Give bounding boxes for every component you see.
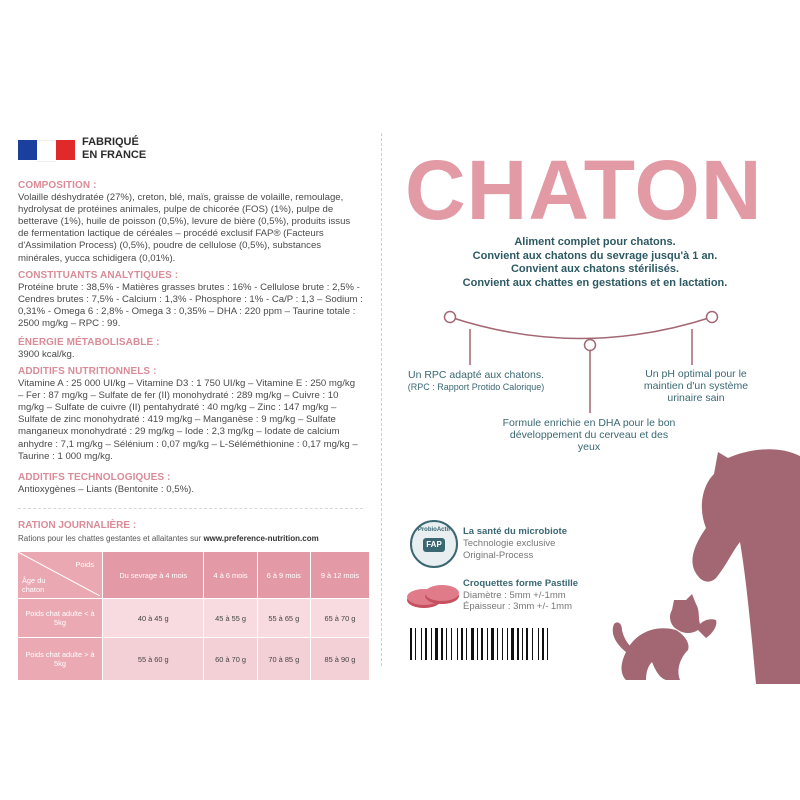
table-cell: 60 à 70 g <box>204 638 257 681</box>
nutritional-text: Vitamine A : 25 000 UI/kg – Vitamine D3 : 1 750 UI/kg – Vitamine E : 250 mg/kg – Fer : 87 mg/kg – Sulfate de fer (II) monohydraté : 289 mg/kg – Cuivre : 10 mg/kg – Sulfate de cuivre (II) pentahydraté : 40 mg/kg – Zinc : 147 mg/kg – Sulfate de zinc monohydraté : 419 mg/kg – Manganèse : 9 mg/kg – Sulfate manganeux monohydraté : 29 mg/kg – Iode : 2,3 mg/kg – Iodate de calcium anhydre : 7,1 mg/kg – Sélénium : 0,07 mg/kg – L-Séléméthionine : 0,17 mg/kg – Taurine : 1 000 mg/kg. <box>18 378 358 462</box>
technological-title: ADDITIFS TECHNOLOGIQUES : <box>18 472 171 483</box>
table-cell: 65 à 70 g <box>310 599 369 638</box>
table-cell: 70 à 85 g <box>257 638 310 681</box>
cat-silhouette-icon <box>606 448 800 684</box>
kibble-icon <box>404 580 462 614</box>
badge-top-label: ProbioActif <box>417 527 451 533</box>
row-header: Poids chat adulte > à 5kg <box>18 638 103 681</box>
france-flag <box>18 140 75 160</box>
column-header: 9 à 12 mois <box>310 552 369 599</box>
table-row <box>18 638 370 681</box>
composition-title: COMPOSITION : <box>18 180 97 191</box>
column-header: Du sevrage à 4 mois <box>103 552 204 599</box>
energy-title: ÉNERGIE MÉTABOLISABLE : <box>18 337 160 348</box>
analytical-title: CONSTITUANTS ANALYTIQUES : <box>18 270 179 281</box>
corner-age-label: Âge du chaton <box>22 576 46 594</box>
barcode-icon <box>410 628 580 660</box>
column-divider <box>381 133 382 666</box>
benefit-dha: Formule enrichie en DHA pour le bon développement du cerveau et des yeux <box>502 417 676 453</box>
product-intro: Aliment complet pour chatons. Convient aux chatons du sevrage jusqu'à 1 an. Convient aux chatons stérilisés. Convient aux chattes en gestations et en lactation. <box>462 236 728 289</box>
website-link[interactable]: www.preference-nutrition.com <box>203 534 319 543</box>
benefit-rpc-note: (RPC : Rapport Protido Calorique) <box>407 382 545 392</box>
analytical-section <box>18 270 363 330</box>
column-header: 6 à 9 mois <box>257 552 310 599</box>
table-cell: 45 à 55 g <box>204 599 257 638</box>
technological-section <box>18 472 363 496</box>
microbiote-info: La santé du microbiote Technologie exclusive Original-Process <box>463 526 567 561</box>
corner-weight-label: Poids <box>75 560 94 569</box>
ration-subtitle: Rations pour les chattes gestantes et allaitantes sur www.preference-nutrition.com <box>18 534 319 543</box>
composition-text: Volaille déshydratée (27%), creton, blé, maïs, graisse de volaille, remoulage, hydrolysat de protéines animales, pulpe de chicorée (FOS) (1%), pulpe de betterave (1%), huile de poisson (0,5%), levure de bière (0,5%), produits issus de fermentation lactique de céréales – procédé exclusif FAP® (Facteurs d'Assimilation Process) (0,5%), poudre de cellulose (0,5%), substances minérales, yucca schidigera (0,01%). <box>18 192 351 264</box>
probioactif-badge <box>410 520 458 568</box>
ration-table <box>18 552 370 681</box>
fap-logo-icon: FAP <box>423 538 445 552</box>
product-title: CHATON <box>405 143 763 237</box>
nutritional-section <box>18 366 363 463</box>
composition-section <box>18 180 363 265</box>
kibble-info: Croquettes forme Pastille Diamètre : 5mm +/-1mm Épaisseur : 3mm +/- 1mm <box>463 578 579 612</box>
made-in-france-label: FABRIQUÉ EN FRANCE <box>82 136 147 161</box>
column-header: 4 à 6 mois <box>204 552 257 599</box>
section-divider <box>18 508 363 509</box>
table-corner-cell <box>18 552 103 599</box>
ration-title: RATION JOURNALIÈRE : <box>18 520 137 531</box>
ration-table-header <box>18 552 370 599</box>
table-cell: 55 à 65 g <box>257 599 310 638</box>
analytical-text: Protéine brute : 38,5% - Matières grasses brutes : 16% - Cellulose brute : 2,5% - Cendres brutes : 7,5% - Calcium : 1,3% - Phosphore : 1% - Ca/P : 1,3 – Sodium : 0,31% - Omega 6 : 2,8% - Omega 3 : 0,35% – DHA : 220 ppm – Taurine totale : 2500 mg/kg – RPC : 99. <box>18 282 363 330</box>
benefit-ph: Un pH optimal pour le maintien d'un système urinaire sain <box>643 368 749 404</box>
table-cell: 40 à 45 g <box>103 599 204 638</box>
benefit-rpc: Un RPC adapté aux chatons. (RPC : Rapport Protido Calorique) <box>386 369 566 393</box>
nutritional-title: ADDITIFS NUTRITIONNELS : <box>18 366 157 377</box>
technological-text: Antioxygènes – Liants (Bentonite : 0,5%). <box>18 484 194 496</box>
energy-section <box>18 337 363 361</box>
row-header: Poids chat adulte < à 5kg <box>18 599 103 638</box>
table-row <box>18 599 370 638</box>
energy-text: 3900 kcal/kg. <box>18 349 75 361</box>
table-cell: 55 à 60 g <box>103 638 204 681</box>
table-cell: 85 à 90 g <box>310 638 369 681</box>
